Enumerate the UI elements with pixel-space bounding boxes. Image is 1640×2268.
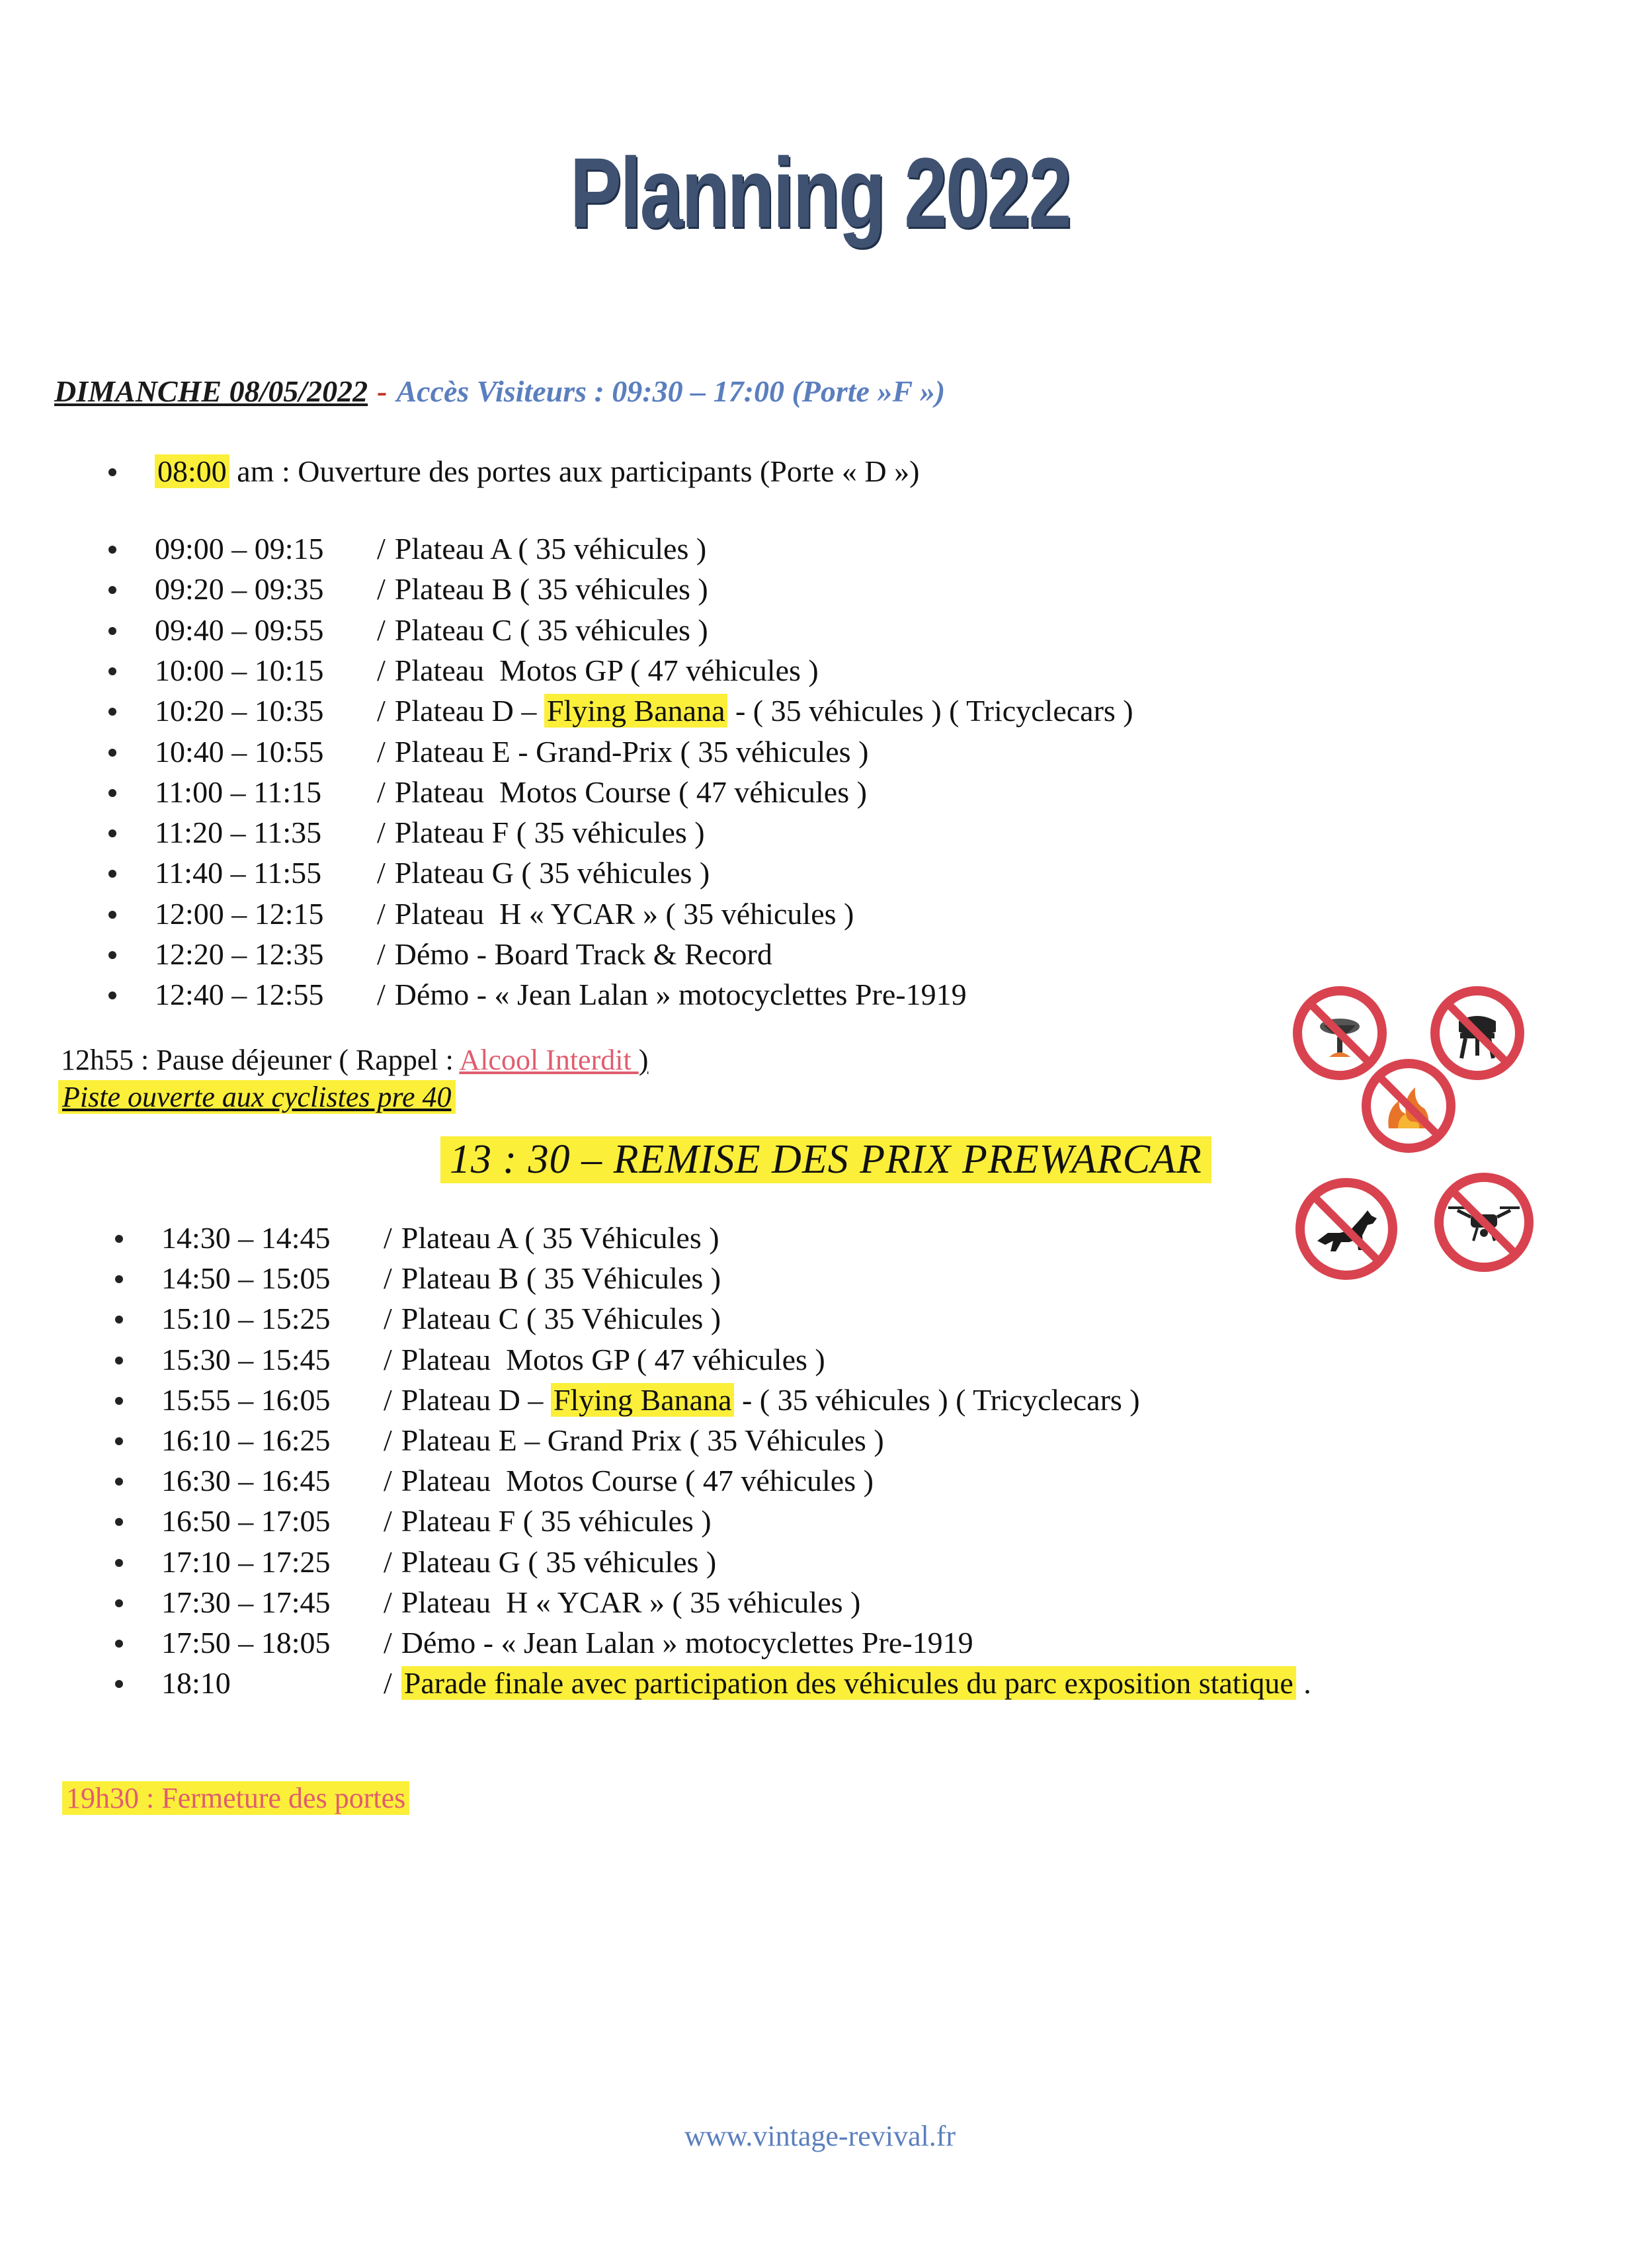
schedule-before: Plateau G ( 35 véhicules ) (394, 856, 710, 890)
prize-ceremony: 13 : 30 – REMISE DES PRIX PREWARCAR (440, 1136, 1211, 1183)
schedule-separator: / (384, 1382, 392, 1417)
schedule-time: 12:20 – 12:35 (155, 937, 324, 971)
bullet-icon (115, 1437, 123, 1445)
schedule-item (161, 1462, 874, 1500)
schedule-time: 09:20 – 09:35 (155, 572, 324, 607)
schedule-before: Plateau H « YCAR » ( 35 véhicules ) (394, 896, 854, 931)
schedule-separator: / (377, 612, 386, 647)
schedule-before: Plateau H « YCAR » ( 35 véhicules ) (401, 1585, 861, 1619)
schedule-item (155, 570, 708, 609)
schedule-item (161, 1421, 884, 1460)
schedule-before: Plateau G ( 35 véhicules ) (401, 1544, 717, 1579)
schedule-item (155, 530, 706, 568)
schedule-separator: / (384, 1261, 392, 1296)
schedule-item (155, 895, 854, 933)
bullet-icon (115, 1357, 123, 1365)
schedule-highlight: Parade finale avec participation des véhicules du parc exposition statique (401, 1666, 1296, 1700)
schedule-time: 14:50 – 15:05 (161, 1261, 331, 1296)
schedule-before: Plateau Motos GP ( 47 véhicules ) (401, 1342, 825, 1376)
schedule-separator: / (384, 1423, 392, 1457)
schedule-before: Démo - « Jean Lalan » motocyclettes Pre-1919 (394, 978, 967, 1012)
schedule-before: Plateau E - Grand-Prix ( 35 véhicules ) (394, 734, 869, 769)
bullet-icon (108, 586, 116, 594)
schedule-separator: / (377, 896, 386, 931)
bullet-icon (115, 1680, 123, 1688)
website-link[interactable]: www.vintage-revival.fr (684, 2120, 956, 2152)
schedule-before: Plateau F ( 35 véhicules ) (394, 816, 705, 850)
schedule-time: 10:40 – 10:55 (155, 734, 324, 769)
schedule-time: 11:00 – 11:15 (155, 775, 322, 809)
schedule-item (161, 1300, 721, 1338)
schedule-item (161, 1664, 1311, 1702)
schedule-before: Démo - Board Track & Record (394, 937, 772, 971)
schedule-time: 14:30 – 14:45 (161, 1221, 331, 1255)
schedule-item (155, 814, 705, 852)
schedule-separator: / (384, 1585, 392, 1619)
day-header (54, 374, 945, 409)
schedule-item (161, 1219, 719, 1257)
schedule-separator: / (384, 1666, 392, 1701)
bullet-icon (108, 951, 116, 959)
bullet-icon (108, 708, 116, 716)
schedule-item (155, 976, 967, 1014)
bullet-icon (115, 1235, 123, 1243)
bullet-icon (115, 1397, 123, 1405)
schedule-item (155, 651, 819, 690)
schedule-before: Démo - « Jean Lalan » motocyclettes Pre-1919 (401, 1626, 973, 1659)
schedule-before: Plateau A ( 35 Véhicules ) (401, 1221, 719, 1255)
lunch-suffix: ) (638, 1044, 649, 1076)
schedule-item (161, 1341, 825, 1379)
schedule-time: 10:20 – 10:35 (155, 694, 324, 728)
cyclists-note: Piste ouverte aux cyclistes pre 40 (58, 1080, 456, 1114)
bullet-icon (108, 749, 116, 757)
bullet-icon (108, 911, 116, 919)
schedule-item (161, 1543, 716, 1581)
schedule-time: 11:40 – 11:55 (155, 856, 322, 890)
bullet-icon (108, 870, 116, 878)
lunch-prefix: 12h55 : Pause déjeuner ( Rappel : (61, 1044, 460, 1076)
schedule-item (161, 1583, 860, 1622)
schedule-before: Plateau C ( 35 véhicules ) (394, 612, 708, 647)
schedule-after: - ( 35 véhicules ) ( Tricyclecars ) (734, 1382, 1140, 1417)
bullet-icon (108, 789, 116, 797)
schedule-before: Plateau C ( 35 Véhicules ) (401, 1302, 721, 1336)
schedule-time: 15:10 – 15:25 (161, 1302, 331, 1336)
no-drones-icon (1431, 1169, 1537, 1275)
bullet-icon (115, 1478, 123, 1486)
schedule-time: 11:20 – 11:35 (155, 816, 322, 850)
schedule-time: 18:10 (161, 1666, 231, 1701)
schedule-time: 12:00 – 12:15 (155, 896, 324, 931)
schedule-separator: / (377, 978, 386, 1012)
schedule-time: 16:10 – 16:25 (161, 1423, 331, 1457)
schedule-before: Plateau D – (401, 1382, 551, 1417)
bullet-icon (108, 667, 116, 675)
bullet-icon (108, 546, 116, 554)
schedule-separator: / (384, 1626, 392, 1659)
alcohol-warning: Alcool Interdit (459, 1044, 639, 1076)
opening-item (155, 452, 919, 491)
bullet-icon (108, 991, 116, 999)
bullet-icon (115, 1518, 123, 1526)
bullet-icon (108, 829, 116, 837)
schedule-time: 17:10 – 17:25 (161, 1544, 331, 1579)
page-title: Planning 2022 (569, 137, 1071, 248)
bullet-icon (108, 627, 116, 635)
schedule-separator: / (377, 734, 386, 769)
schedule-after: - ( 35 véhicules ) ( Tricyclecars ) (727, 694, 1133, 728)
schedule-separator: / (377, 532, 386, 566)
schedule-highlight: Flying Banana (551, 1383, 735, 1417)
schedule-time: 15:55 – 16:05 (161, 1382, 331, 1417)
schedule-separator: / (384, 1544, 392, 1579)
schedule-before: Plateau B ( 35 Véhicules ) (401, 1261, 721, 1296)
opening-text: am : Ouverture des portes aux participants (Porte « D ») (237, 454, 920, 488)
schedule-before: Plateau Motos Course ( 47 véhicules ) (401, 1464, 874, 1498)
schedule-time: 16:30 – 16:45 (161, 1464, 331, 1498)
schedule-separator: / (384, 1302, 392, 1336)
opening-time: 08:00 (155, 454, 229, 488)
no-dogs-icon (1293, 1176, 1399, 1282)
day-dash: - (377, 374, 388, 408)
schedule-separator: / (377, 816, 386, 850)
schedule-separator: / (377, 694, 386, 728)
schedule-separator: / (384, 1464, 392, 1498)
schedule-separator: / (377, 653, 386, 687)
schedule-item (155, 854, 710, 892)
no-fire-icon (1360, 1057, 1457, 1155)
schedule-item (161, 1381, 1140, 1419)
bullet-icon (115, 1275, 123, 1283)
schedule-item (155, 611, 708, 650)
schedule-separator: / (377, 937, 386, 971)
closing-time: 19h30 : Fermeture des portes (62, 1781, 409, 1815)
schedule-separator: / (384, 1504, 392, 1538)
schedule-separator: / (384, 1221, 392, 1255)
schedule-item (155, 733, 868, 771)
schedule-time: 15:30 – 15:45 (161, 1342, 331, 1376)
bullet-icon (115, 1316, 123, 1323)
schedule-time: 09:00 – 09:15 (155, 532, 324, 566)
schedule-before: Plateau E – Grand Prix ( 35 Véhicules ) (401, 1423, 884, 1457)
visitor-access: Accès Visiteurs : 09:30 – 17:00 (Porte »F ») (396, 374, 946, 408)
schedule-item (161, 1502, 712, 1540)
schedule-time: 17:50 – 18:05 (161, 1626, 331, 1659)
schedule-separator: / (384, 1342, 392, 1376)
bullet-icon (115, 1559, 123, 1567)
schedule-separator: / (377, 775, 386, 809)
schedule-after: . (1295, 1666, 1311, 1701)
schedule-separator: / (377, 572, 386, 607)
schedule-time: 10:00 – 10:15 (155, 653, 324, 687)
schedule-highlight: Flying Banana (544, 694, 728, 728)
schedule-before: Plateau F ( 35 véhicules ) (401, 1504, 712, 1538)
schedule-before: Plateau B ( 35 véhicules ) (394, 572, 708, 607)
schedule-item (161, 1259, 721, 1298)
schedule-item (161, 1624, 973, 1662)
day-date: DIMANCHE 08/05/2022 (54, 374, 368, 408)
schedule-time: 17:30 – 17:45 (161, 1585, 331, 1619)
schedule-time: 16:50 – 17:05 (161, 1504, 331, 1538)
bullet-icon (115, 1640, 123, 1648)
schedule-before: Plateau Motos GP ( 47 véhicules ) (394, 653, 819, 687)
bullet-icon (115, 1599, 123, 1607)
schedule-item (155, 773, 867, 812)
lunch-break (61, 1043, 648, 1077)
schedule-before: Plateau D – (394, 694, 544, 728)
schedule-item (155, 935, 772, 974)
schedule-separator: / (377, 856, 386, 890)
bullet-icon (108, 468, 116, 476)
schedule-before: Plateau A ( 35 véhicules ) (394, 532, 707, 566)
schedule-item (155, 692, 1133, 730)
schedule-before: Plateau Motos Course ( 47 véhicules ) (394, 775, 867, 809)
schedule-time: 09:40 – 09:55 (155, 612, 324, 647)
schedule-time: 12:40 – 12:55 (155, 978, 324, 1012)
